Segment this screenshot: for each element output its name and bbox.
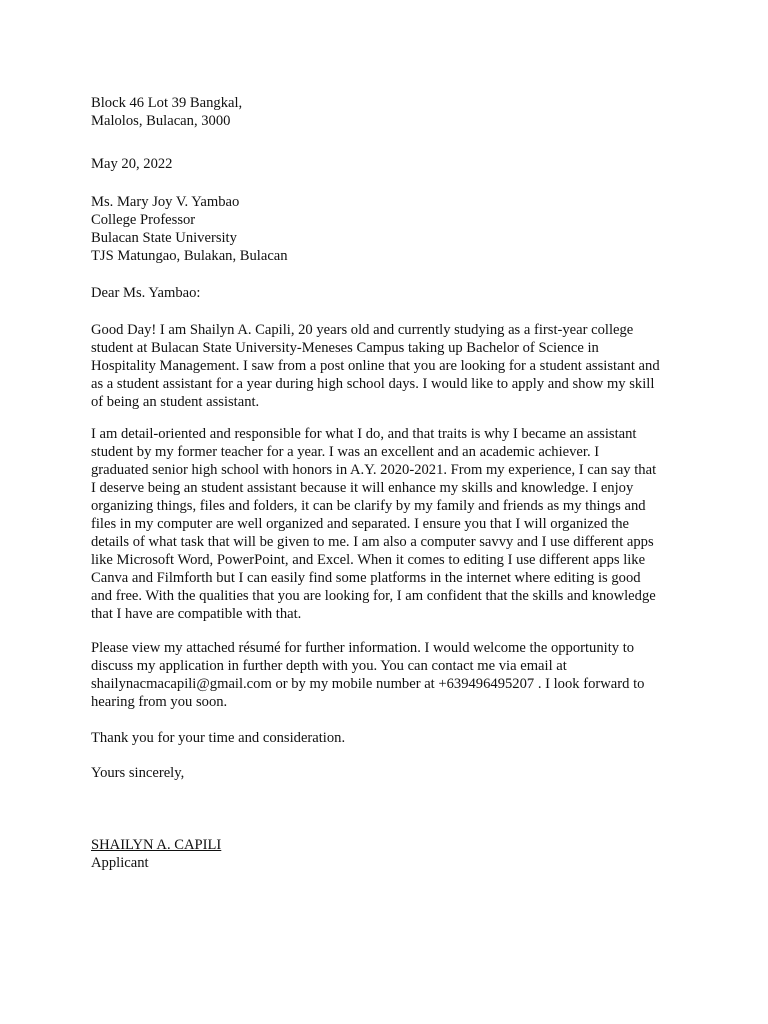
recipient-block xyxy=(91,193,691,265)
letter-date xyxy=(91,155,691,173)
recipient-name: Ms. Mary Joy V. Yambao xyxy=(91,194,240,210)
paragraph-line: I am detail-oriented and responsible for what I do, and that traits is why I became an assistant xyxy=(91,426,637,442)
paragraph-line: Please view my attached résumé for further information. I would welcome the opportunity to xyxy=(91,640,635,656)
thanks-line xyxy=(91,729,691,747)
salutation-text: Dear Ms. Yambao: xyxy=(91,285,201,301)
signature-title-text: Applicant xyxy=(91,855,149,871)
sender-address xyxy=(91,94,691,130)
signature-name xyxy=(91,836,691,854)
paragraph-line: Canva and Filmforth but I can easily find some platforms in the internet where editing is good xyxy=(91,570,641,586)
closing-text: Yours sincerely, xyxy=(91,765,185,781)
paragraph-line: and free. With the qualities that you are looking for, I am confident that the skills and knowledge xyxy=(91,588,656,604)
salutation xyxy=(91,284,691,302)
paragraph-line: organizing things, files and folders, it can be clarify by my family and friends as my things and xyxy=(91,498,646,514)
paragraph-line: that I have are compatible with that. xyxy=(91,606,302,622)
paragraph-line: like Microsoft Word, PowerPoint, and Excel. When it comes to editing I use different apps like xyxy=(91,552,646,568)
recipient-address: TJS Matungao, Bulakan, Bulacan xyxy=(91,248,288,264)
paragraph-line: Good Day! I am Shailyn A. Capili, 20 years old and currently studying as a first-year college xyxy=(91,322,634,338)
paragraph-line: hearing from you soon. xyxy=(91,694,228,710)
paragraph-line: details of what task that will be given to me. I am also a computer savvy and I use different apps xyxy=(91,534,654,550)
paragraph-line: shailynacmacapili@gmail.com or by my mobile number at +639496495207 . I look forward to xyxy=(91,676,645,692)
body-paragraph-introduction xyxy=(91,321,691,411)
signature-name-text: SHAILYN A. CAPILI xyxy=(91,837,222,853)
recipient-title: College Professor xyxy=(91,212,196,228)
closing xyxy=(91,764,691,782)
sender-address-line: Malolos, Bulacan, 3000 xyxy=(91,113,231,129)
date-text: May 20, 2022 xyxy=(91,156,173,172)
body-paragraph-qualifications xyxy=(91,425,691,623)
paragraph-line: graduated senior high school with honors in A.Y. 2020-2021. From my experience, I can say that xyxy=(91,462,657,478)
paragraph-line: files in my computer are well organized and separated. I ensure you that I will organized the xyxy=(91,516,630,532)
thanks-text: Thank you for your time and consideration. xyxy=(91,730,346,746)
paragraph-line: student by my former teacher for a year. I was an excellent and an academic achiever. I xyxy=(91,444,600,460)
body-paragraph-contact xyxy=(91,639,691,711)
paragraph-line: of being an student assistant. xyxy=(91,394,260,410)
signature-title xyxy=(91,854,691,872)
paragraph-line: as a student assistant for a year during high school days. I would like to apply and show my skill xyxy=(91,376,655,392)
paragraph-line: student at Bulacan State University-Meneses Campus taking up Bachelor of Science in xyxy=(91,340,599,356)
paragraph-line: I deserve being an student assistant because it will enhance my skills and knowledge. I enjoy xyxy=(91,480,634,496)
sender-address-line: Block 46 Lot 39 Bangkal, xyxy=(91,95,243,111)
paragraph-line: Hospitality Management. I saw from a post online that you are looking for a student assistant and xyxy=(91,358,660,374)
paragraph-line: discuss my application in further depth with you. You can contact me via email at xyxy=(91,658,567,674)
recipient-institution: Bulacan State University xyxy=(91,230,237,246)
